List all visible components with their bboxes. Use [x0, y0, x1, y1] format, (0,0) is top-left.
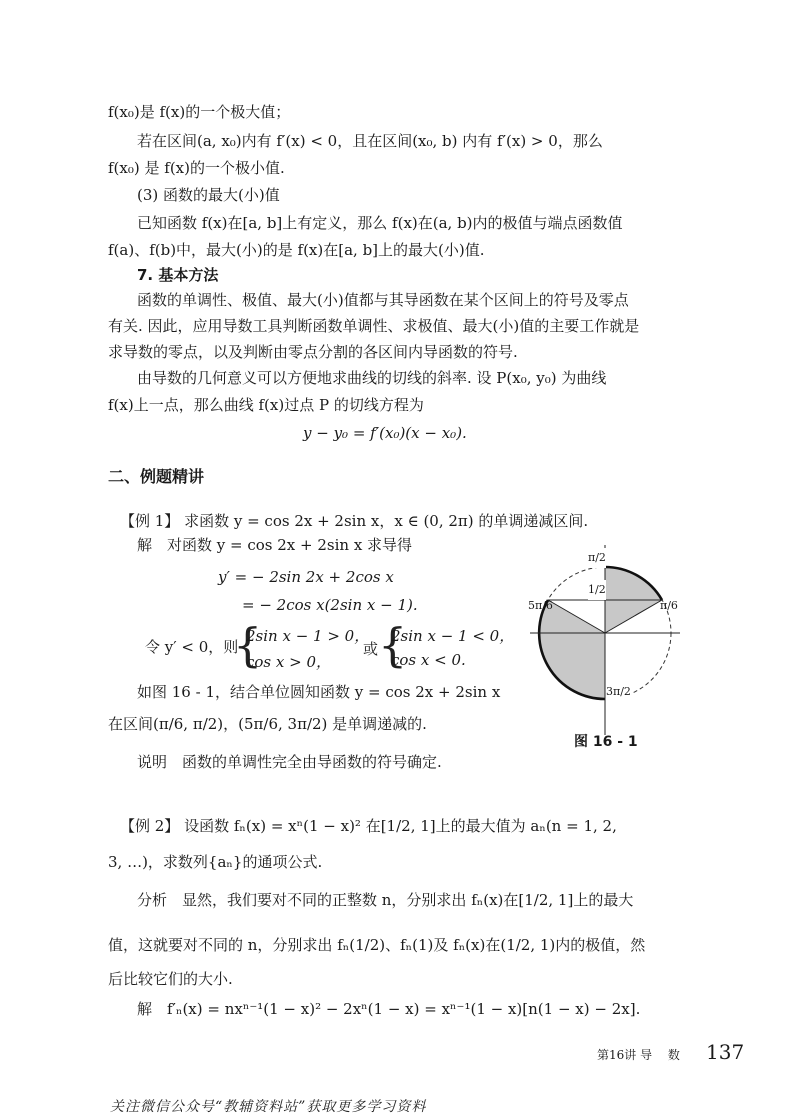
text-line: 函数的单调性、极值、最大(小)值都与其导函数在某个区间上的符号及零点: [137, 291, 629, 309]
unit-circle-figure: [530, 545, 710, 735]
text-line: 3, …)，求数列{aₙ}的通项公式.: [108, 853, 323, 871]
example-1-title: 【例 1】 求函数 y = cos 2x + 2sin x，x ∈ (0, 2π) 的单调递减区间.: [120, 512, 589, 530]
page-number: 137: [706, 1040, 745, 1064]
chapter-heading: 二、例题精讲: [108, 467, 205, 486]
label-3pi-over-2: 3π/2: [606, 682, 631, 702]
text-line: f(x₀)是 f(x)的一个极大值；: [108, 103, 291, 121]
text-line: f(a)、f(b)中，最大(小)的是 f(x)在[a, b]上的最大(小)值.: [108, 241, 485, 259]
text-line: 在区间(π/6, π/2)，(5π/6, 3π/2) 是单调递减的.: [108, 715, 427, 733]
running-footer: 第16讲 导 数: [597, 1048, 680, 1062]
text-line: f(x)上一点，那么曲线 f(x)过点 P 的切线方程为: [108, 396, 424, 414]
condition-a2: cos x > 0，: [246, 653, 332, 671]
analysis-line: 分析 显然，我们要对不同的正整数 n，分别求出 fₙ(x)在[1/2, 1]上的最大: [137, 891, 634, 909]
condition-b1: 2sin x − 1 < 0，: [391, 627, 515, 645]
condition-a1: 2sin x − 1 > 0，: [246, 627, 370, 645]
text-line: 求导数的零点，以及判断由零点分割的各区间内导函数的符号.: [108, 343, 518, 361]
label-one-half: 1/2: [588, 580, 606, 600]
condition-intro: 令 y′ < 0，则: [145, 638, 239, 656]
solution-line: 解 对函数 y = cos 2x + 2sin x 求导得: [137, 536, 413, 554]
label-pi-over-6: π/6: [660, 599, 678, 612]
tangent-formula: y − y₀ = f′(x₀)(x − x₀).: [303, 424, 467, 442]
text-line: 有关. 因此，应用导数工具判断函数单调性、求极值、最大(小)值的主要工作就是: [108, 317, 640, 335]
label-5pi-over-6: 5π/6: [528, 599, 553, 612]
derivative-formula-2: = − 2cos x(2sin x − 1).: [242, 596, 418, 614]
derivative-formula: y′ = − 2sin 2x + 2cos x: [218, 568, 394, 586]
left-brace: {: [233, 618, 263, 672]
text-line: 由导数的几何意义可以方便地求曲线的切线的斜率. 设 P(x₀, y₀) 为曲线: [137, 369, 607, 387]
section-heading: 7. 基本方法: [137, 266, 219, 284]
solution-line: 解 f′ₙ(x) = nxⁿ⁻¹(1 − x)² − 2xⁿ(1 − x) = xⁿ⁻¹(1 − x)[n(1 − x) − 2x].: [137, 1000, 641, 1018]
text-line: 后比较它们的大小.: [108, 970, 233, 988]
note-line: 说明 函数的单调性完全由导函数的符号确定.: [137, 753, 442, 771]
text-line: (3) 函数的最大(小)值: [137, 186, 280, 204]
example-2-title: 【例 2】 设函数 fₙ(x) = xⁿ(1 − x)² 在[1/2, 1]上的最大值为 aₙ(n = 1, 2,: [120, 817, 617, 835]
figure-caption: 图 16 - 1: [574, 734, 638, 750]
text-line: 如图 16 - 1，结合单位圆知函数 y = cos 2x + 2sin x: [137, 683, 501, 701]
label-pi-over-2: π/2: [588, 548, 606, 568]
watermark-text: 关注微信公众号“教辅资料站”获取更多学习资料: [110, 1099, 427, 1115]
or-label: 或: [363, 640, 379, 658]
text-line: 值，这就要对不同的 n，分别求出 fₙ(1/2)、fₙ(1)及 fₙ(x)在(1/2, 1)内的极值，然: [108, 936, 646, 954]
text-line: f(x₀) 是 f(x)的一个极小值.: [108, 159, 285, 177]
text-line: 若在区间(a, x₀)内有 f′(x) < 0，且在区间(x₀, b) 内有 f′(x) > 0，那么: [137, 132, 603, 150]
text-line: 已知函数 f(x)在[a, b]上有定义，那么 f(x)在(a, b)内的极值与端点函数值: [137, 214, 623, 232]
left-brace: {: [378, 618, 408, 672]
condition-b2: cos x < 0.: [391, 651, 466, 669]
